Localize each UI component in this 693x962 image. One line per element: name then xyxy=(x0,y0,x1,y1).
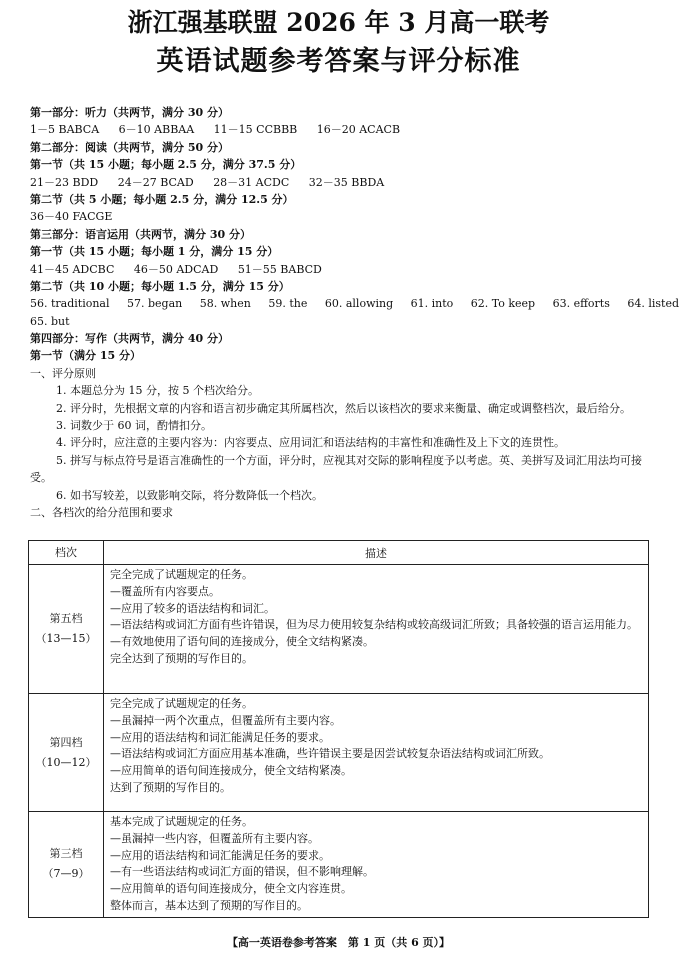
answer-group: 46－50 ADCAD xyxy=(133,262,219,276)
answer-item: 62. To keep xyxy=(470,297,536,311)
level-cell xyxy=(29,812,104,918)
answer-item: 60. allowing xyxy=(324,297,394,311)
column-header-description: 描述 xyxy=(104,541,649,565)
level-name: 第三档 xyxy=(49,847,83,861)
principle-item: 5. 拼写与标点符号是语言准确性的一个方面，评分时，应视其对交际的影响程度予以考虑。英、美拼写及词汇用法均可接受。 xyxy=(30,453,642,485)
answer-item: 56. traditional xyxy=(30,297,110,311)
description-cell xyxy=(104,694,649,812)
answer-item: 61. into xyxy=(410,297,454,311)
answer-group: 51－55 BABCD xyxy=(237,262,322,276)
page-footer: 【高一英语卷参考答案 第 1 页（共 6 页）】 xyxy=(226,936,451,949)
listening-answers xyxy=(30,121,660,138)
principle-item: 2. 评分时，先根据文章的内容和语言初步确定其所属档次，然后以该档次的要求来衡量、确定或调整档次，最后给分。 xyxy=(56,401,631,415)
description-line: —语法结构或词汇方面有些许错误，但为尽力使用较复杂结构或较高级词汇所致；具备较强的语言运用能力。 xyxy=(110,618,638,632)
answer-item: 58. when xyxy=(199,297,251,311)
answer-group: 11－15 CCBBB xyxy=(213,123,298,137)
writing-heading: 第四部分：写作（共两节，满分 40 分） xyxy=(30,332,229,346)
description-line: —应用的语法结构和词汇能满足任务的要求。 xyxy=(110,848,330,862)
reading-sec2-heading: 第二节（共 5 小题；每小题 2.5 分，满分 12.5 分） xyxy=(30,192,294,206)
level-range: （7—9） xyxy=(42,867,90,881)
description-line: —覆盖所有内容要点。 xyxy=(110,584,220,598)
description-line: —虽漏掉一两个次重点，但覆盖所有主要内容。 xyxy=(110,713,341,727)
language-sec1-answers xyxy=(30,261,660,278)
writing-sec1-heading: 第一节（满分 15 分） xyxy=(30,349,141,363)
reading-sec1-heading: 第一节（共 15 小题；每小题 2.5 分，满分 37.5 分） xyxy=(30,158,302,172)
level-range: （13—15） xyxy=(35,632,97,645)
description-line: —虽漏掉一些内容，但覆盖所有主要内容。 xyxy=(110,831,319,845)
answer-group: 36－40 FACGE xyxy=(30,210,113,224)
table-row xyxy=(29,565,649,694)
reading-sec2-answers xyxy=(30,208,660,225)
answer-group: 21－23 BDD xyxy=(30,175,99,189)
table-header-row xyxy=(29,541,649,565)
answer-group: 16－20 ACACB xyxy=(316,123,401,137)
description-line: 完全达到了预期的写作目的。 xyxy=(110,651,253,665)
level-range: （10—12） xyxy=(35,755,97,769)
language-sec2-answers xyxy=(30,295,680,312)
level-name: 第五档 xyxy=(49,612,83,625)
principle-item: 3. 词数少于 60 词，酌情扣分。 xyxy=(56,419,212,433)
description-line: 达到了预期的写作目的。 xyxy=(110,780,231,794)
level-name: 第四档 xyxy=(49,735,83,749)
answer-group: 28－31 ACDC xyxy=(213,175,290,189)
principle-item: 4. 评分时，应注意的主要内容为：内容要点、应用词汇和语法结构的丰富性和准确性及上下文的连贯性。 xyxy=(56,436,565,450)
description-line: —有效地使用了语句间的连接成分，使全文结构紧凑。 xyxy=(110,635,374,649)
level-cell xyxy=(29,565,104,694)
description-line: —有一些语法结构或词汇方面的错误，但不影响理解。 xyxy=(110,865,374,879)
page-title: 浙江强基联盟 2026 年 3 月高一联考 xyxy=(127,8,550,37)
grading-table xyxy=(28,540,649,918)
level-cell xyxy=(29,694,104,812)
description-line: —应用简单的语句间连接成分，使全文内容连贯。 xyxy=(110,882,352,896)
description-line: —应用简单的语句间连接成分，使全文结构紧凑。 xyxy=(110,764,352,778)
principle-item: 6. 如书写较差，以致影响交际，将分数降低一个档次。 xyxy=(56,488,323,502)
language-sec2-answers-cont xyxy=(30,313,660,330)
answer-item: 57. began xyxy=(127,297,183,311)
description-line: 整体而言，基本达到了预期的写作目的。 xyxy=(110,898,308,912)
answer-item: 65. but xyxy=(30,314,70,328)
language-sec1-heading: 第一节（共 15 小题；每小题 1 分，满分 15 分） xyxy=(30,245,279,259)
principles-heading: 一、评分原则 xyxy=(30,366,96,380)
answer-item: 64. listed xyxy=(627,297,680,311)
answer-group: 1－5 BABCA xyxy=(30,123,100,137)
description-line: —语法结构或词汇方面应用基本准确，些许错误主要是因尝试较复杂语法结构或词汇所致。 xyxy=(110,747,550,761)
answer-group: 6－10 ABBAA xyxy=(118,123,195,137)
ranges-heading: 二、各档次的给分范围和要求 xyxy=(30,506,173,520)
table-row xyxy=(29,812,649,918)
description-line: —应用的语法结构和词汇能满足任务的要求。 xyxy=(110,730,330,744)
table-row xyxy=(29,694,649,812)
answer-group: 41－45 ADCBC xyxy=(30,262,115,276)
description-cell xyxy=(104,565,649,694)
description-line: 完全完成了试题规定的任务。 xyxy=(110,697,253,710)
reading-sec1-answers xyxy=(30,174,660,191)
page-subtitle: 英语试题参考答案与评分标准 xyxy=(156,46,521,77)
description-cell xyxy=(104,812,649,918)
language-sec2-heading: 第二节（共 10 小题；每小题 1.5 分，满分 15 分） xyxy=(30,279,290,293)
answer-body xyxy=(30,104,680,521)
description-line: —应用了较多的语法结构和词汇。 xyxy=(110,601,275,615)
reading-heading: 第二部分：阅读（共两节，满分 50 分） xyxy=(30,140,229,154)
listening-heading: 第一部分：听力（共两节，满分 30 分） xyxy=(30,106,229,119)
answer-item: 59. the xyxy=(268,297,308,311)
principle-item: 1. 本题总分为 15 分，按 5 个档次给分。 xyxy=(56,384,259,398)
answer-group: 32－35 BBDA xyxy=(308,175,385,189)
column-header-level: 档次 xyxy=(29,541,104,565)
answer-group: 24－27 BCAD xyxy=(117,175,194,189)
description-line: 完全完成了试题规定的任务。 xyxy=(110,568,253,581)
language-heading: 第三部分：语言运用（共两节，满分 30 分） xyxy=(30,227,251,241)
description-line: 基本完成了试题规定的任务。 xyxy=(110,815,253,828)
answer-item: 63. efforts xyxy=(552,297,610,311)
